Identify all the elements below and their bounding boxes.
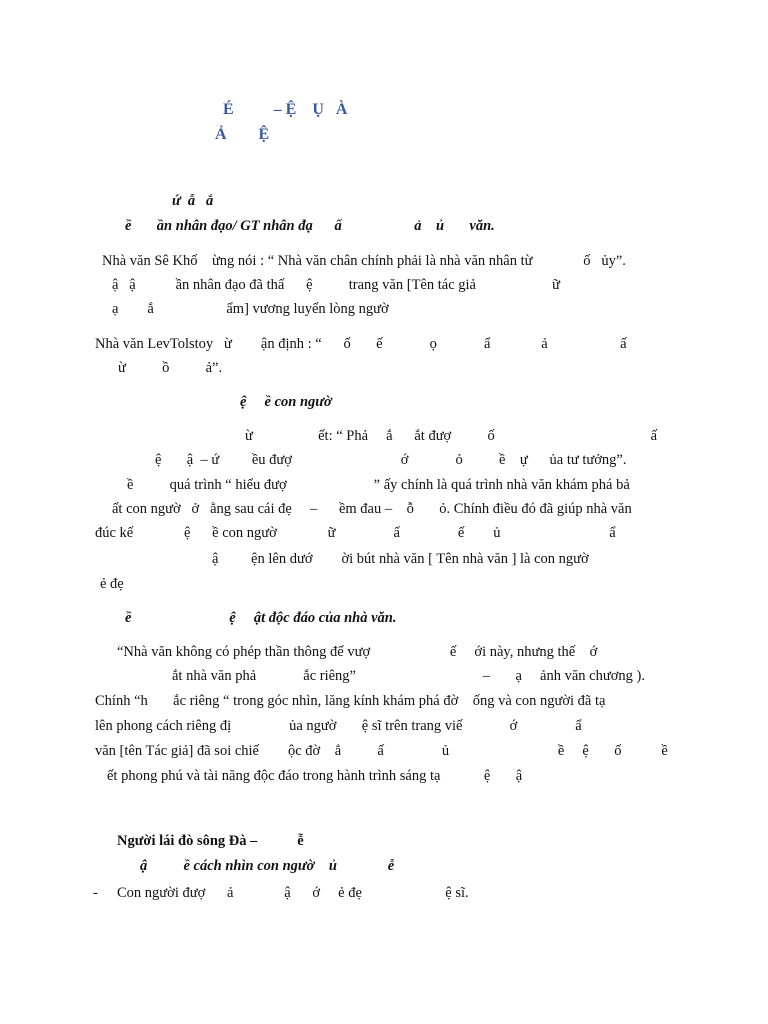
section2-heading: ệ ề con ngườ [240, 394, 332, 410]
section1-intro: ứ ẫ ắ [172, 193, 214, 209]
section2-line4: ất con ngườ ở ằng sau cái đẹ – ềm đau – ỗ ỏ. Chính điều đó đã giúp nhà văn [112, 501, 632, 517]
section1-para1-line2: ậ ậ ần nhân đạo đã thấ ệ trang văn [Tên tác giả ữ [112, 277, 560, 293]
bullet-marker: - [93, 885, 98, 901]
section3-line3: Chính “h ắc riêng “ trong góc nhìn, lăng kính khám phá đờ ống và con người đã tạ [95, 693, 606, 709]
doc-title-line-1: É – Ệ Ụ À [223, 101, 348, 118]
section2-line1: ừ ết: “ Phả ắ ắt đượ ố ấ [245, 428, 658, 444]
bullet-text: Con người đượ ả ậ ớ ẻ đẹ ệ sĩ. [117, 885, 469, 901]
section4-heading: Người lái đò sông Đà – ễ [117, 833, 304, 849]
section2-line2: ệ ậ – ứ ều đượ ớ ỏ ề ự ủa tư tưởng”. [155, 452, 627, 468]
section1-para1-line3: ạ ắ ẩm] vương luyến lòng ngườ [112, 301, 389, 317]
section2-line6: ậ ện lên dướ ời bút nhà văn [ Tên nhà văn ] là con ngườ [212, 551, 589, 567]
section2-line7: ẻ đẹ [100, 576, 124, 592]
section1-para2-line1: Nhà văn LevTolstoy ừ ận định : “ ố ế ọ ẩ ả ấ [95, 336, 627, 352]
section3-line4: lên phong cách riêng đị ủa ngườ ệ sĩ trên trang viế ớ ẩ [95, 718, 582, 734]
section1-para1-line1: Nhà văn Sê Khố ừng nói : “ Nhà văn chân chính phải là nhà văn nhân từ ố ủy”. [102, 253, 626, 269]
section1-para2-line2: ừ ồ ả”. [118, 360, 223, 376]
doc-title-line-2: Ả Ệ [215, 126, 270, 143]
section4-subheading: ậ ề cách nhìn con ngườ ủ ễ [140, 858, 395, 874]
section2-line5: đúc kế ệ ề con ngườ ữ ẩ ế ủ ẩ [95, 525, 616, 541]
section3-line6: ết phong phú và tài năng độc đáo trong hành trình sáng tạ ệ ậ [107, 768, 523, 784]
section3-heading: ề ệ ật độc đáo của nhà văn. [125, 610, 397, 626]
section2-line3: ề quá trình “ hiểu đượ ” ấy chính là quá trình nhà văn khám phá bả [127, 477, 630, 493]
section3-line1: “Nhà văn không có phép thần thông để vượ ế ới này, nhưng thế ớ [117, 644, 598, 660]
section1-heading: ề ần nhân đạo/ GT nhân đạ ấ ả ủ văn. [125, 218, 495, 234]
section3-line2: ắt nhà văn phả ắc riêng” – ạ ảnh văn chương ). [172, 668, 645, 684]
section3-line5: văn [tên Tác giả] đã soi chiế ộc đờ ẳ ấ ủ ề ệ ố ề [95, 743, 668, 759]
